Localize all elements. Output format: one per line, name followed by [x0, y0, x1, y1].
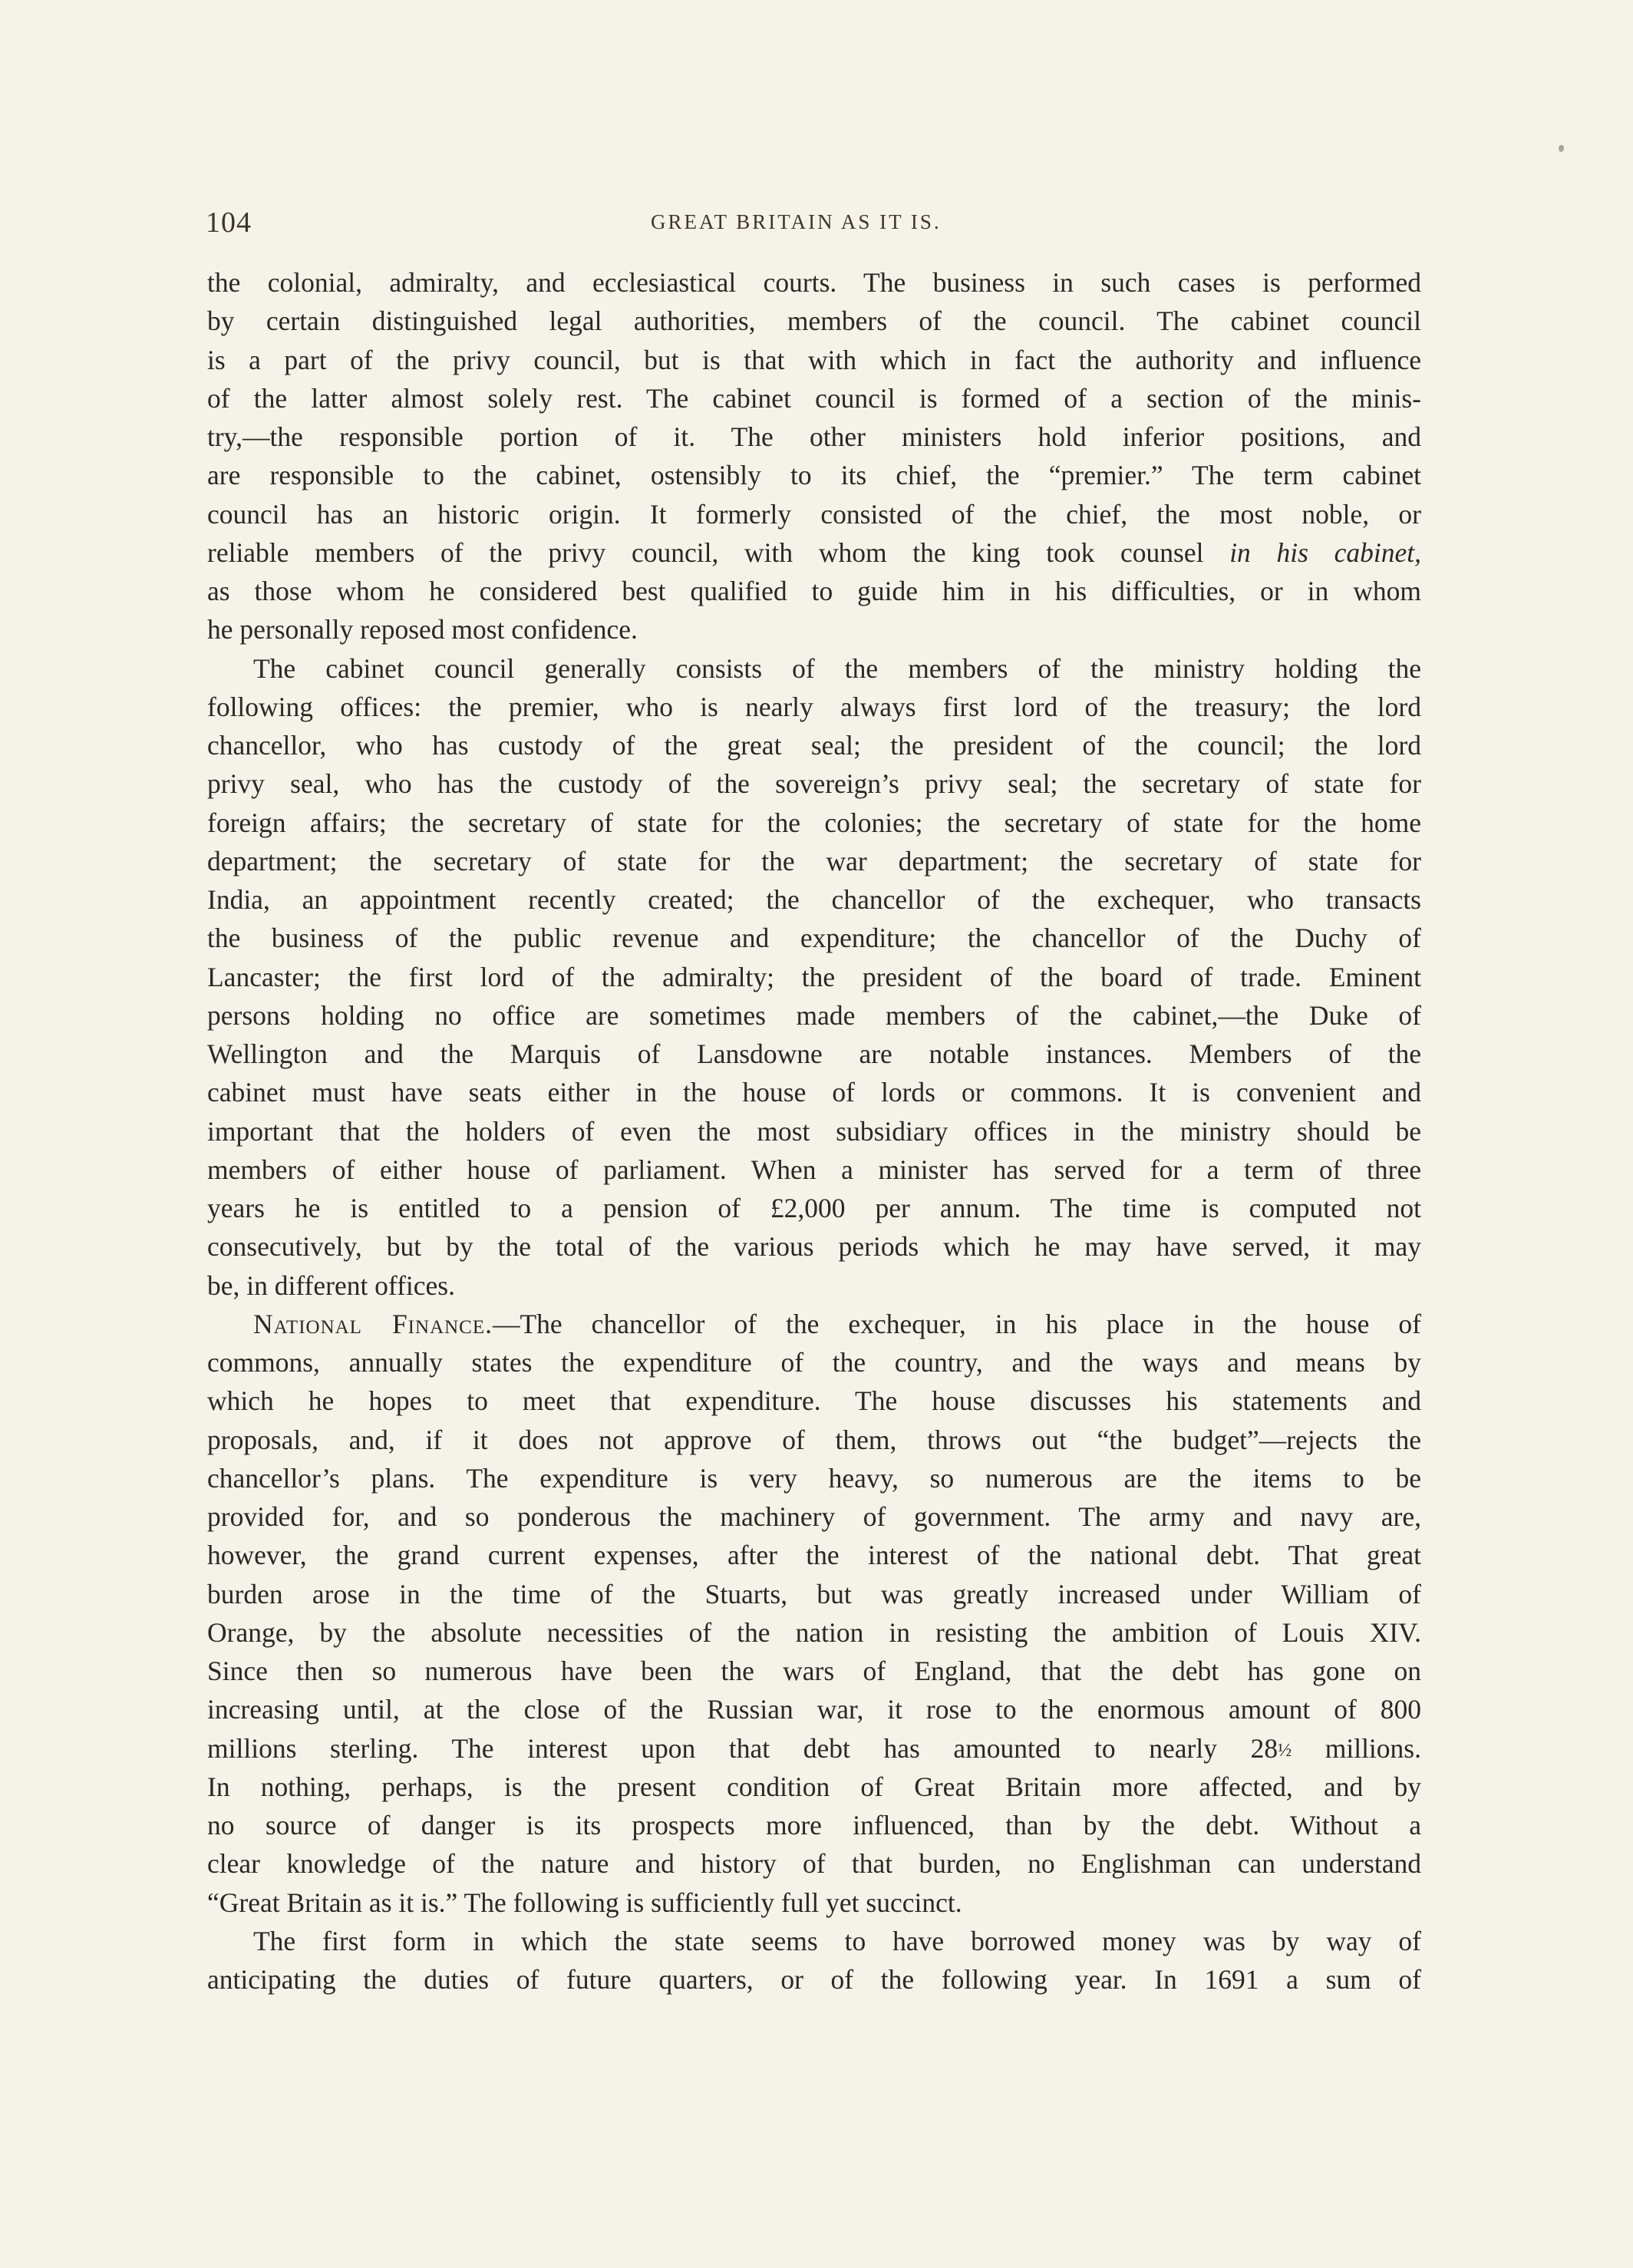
debt-interest-unit: millions.: [1292, 1732, 1421, 1764]
text-line: [207, 1729, 1421, 1768]
debt-interest-value: 28: [1250, 1732, 1278, 1764]
running-head: [206, 206, 1421, 241]
text-line: persons holding no office are sometimes made members of the cabinet,—the Duke of: [207, 999, 1421, 1031]
text-line: Since then so numerous have been the wars of England, that the debt has gone on: [207, 1656, 1421, 1686]
text-line: privy seal, who has the custody of the sovereign’s privy seal; the secretary of state for: [207, 768, 1421, 800]
text-line: cabinet must have seats either in the house of lords or commons. It is convenient and: [207, 1077, 1421, 1108]
text-line: consecutively, but by the total of the various periods which he may have served, it may: [207, 1231, 1421, 1263]
text-line: following offices: the premier, who is nearly always first lord of the treasury; the lord: [207, 691, 1421, 722]
debt-interest-fraction: ½: [1278, 1740, 1292, 1761]
italic-phrase: in his cabinet,: [1229, 536, 1422, 568]
text-line: increasing until, at the close of the Russian war, it rose to the enormous amount of 800: [207, 1694, 1421, 1725]
ink-speck: [1559, 145, 1564, 152]
text-line: provided for, and so ponderous the machinery of government. The army and navy are,: [207, 1501, 1421, 1532]
text-line: years he is entitled to a pension of £2,000 per annum. The time is computed not: [207, 1193, 1421, 1223]
section-heading: National Finance.: [253, 1308, 493, 1339]
text-line: [207, 533, 1421, 572]
text-line: is a part of the privy council, but is that with which in fact the authority and influence: [207, 344, 1421, 375]
text-line: The cabinet council generally consists of the members of the ministry holding the: [253, 652, 1421, 684]
text-line: “Great Britain as it is.” The following is sufficiently full yet succinct.: [207, 1887, 962, 1918]
text-line: however, the grand current expenses, after the interest of the national debt. That great: [207, 1540, 1421, 1571]
text-segment: —The chancellor of the exchequer, in his place in the house of: [493, 1308, 1421, 1339]
running-title: GREAT BRITAIN AS IT IS.: [651, 210, 942, 233]
text-line: as those whom he considered best qualified to guide him in his difficulties, or in whom: [207, 576, 1421, 606]
text-segment: millions sterling. The interest upon that debt has amounted to nearly: [207, 1732, 1217, 1764]
text-line: Lancaster; the first lord of the admiralty; the president of the board of trade. Eminent: [207, 961, 1421, 992]
text-line: council has an historic origin. It formerly consisted of the chief, the most noble, or: [207, 498, 1421, 530]
text-line: foreign affairs; the secretary of state for the colonies; the secretary of state for the home: [207, 807, 1421, 838]
text-line: clear knowledge of the nature and history of that burden, no Englishman can understand: [207, 1848, 1421, 1880]
text-line: department; the secretary of state for the war department; the secretary of state for: [207, 845, 1421, 876]
text-line: be, in different offices.: [207, 1269, 456, 1301]
text-line: the business of the public revenue and expenditure; the chancellor of the Duchy of: [207, 923, 1421, 954]
text-line: [207, 1305, 1421, 1343]
text-line: proposals, and, if it does not approve of them, throws out “the budget”—rejects the: [207, 1424, 1421, 1455]
page-number: 104: [206, 206, 252, 239]
text-line: chancellor’s plans. The expenditure is very heavy, so numerous are the items to be: [207, 1462, 1421, 1494]
text-line: the colonial, admiralty, and ecclesiastical courts. The business in such cases is performed: [207, 267, 1421, 298]
text-line: chancellor, who has custody of the great seal; the president of the council; the lord: [207, 730, 1421, 761]
text-line: no source of danger is its prospects more influenced, than by the debt. Without a: [207, 1810, 1421, 1840]
text-line: The first form in which the state seems to have borrowed money was by way of: [253, 1925, 1421, 1956]
text-line: by certain distinguished legal authorities, members of the council. The cabinet council: [207, 305, 1421, 337]
text-line: In nothing, perhaps, is the present condition of Great Britain more affected, and by: [207, 1771, 1421, 1802]
text-line: which he hopes to meet that expenditure. The house discusses his statements and: [207, 1385, 1421, 1417]
text-line: anticipating the duties of future quarters, or of the following year. In 1691 a sum of: [207, 1964, 1421, 1995]
text-line: try,—the responsible portion of it. The other ministers hold inferior positions, and: [207, 421, 1421, 452]
text-line: burden arose in the time of the Stuarts, but was greatly increased under William of: [207, 1578, 1421, 1609]
text-line: are responsible to the cabinet, ostensibly to its chief, the “premier.” The term cabinet: [207, 460, 1421, 491]
text-line: Orange, by the absolute necessities of the nation in resisting the ambition of Louis XIV.: [207, 1616, 1421, 1648]
text-line: India, an appointment recently created; the chancellor of the exchequer, who transacts: [207, 884, 1421, 915]
text-line: Wellington and the Marquis of Lansdowne are notable instances. Members of the: [207, 1038, 1421, 1069]
body-text: [207, 263, 1421, 1999]
text-line: important that the holders of even the most subsidiary offices in the ministry should be: [207, 1115, 1421, 1147]
text-line: of the latter almost solely rest. The cabinet council is formed of a section of the minis-: [207, 382, 1421, 414]
text-line: he personally reposed most confidence.: [207, 614, 638, 645]
text-line: commons, annually states the expenditure of the country, and the ways and means by: [207, 1347, 1421, 1378]
text-segment: reliable members of the privy council, with whom the king took counsel: [207, 536, 1204, 568]
text-line: members of either house of parliament. When a minister has served for a term of three: [207, 1154, 1421, 1185]
